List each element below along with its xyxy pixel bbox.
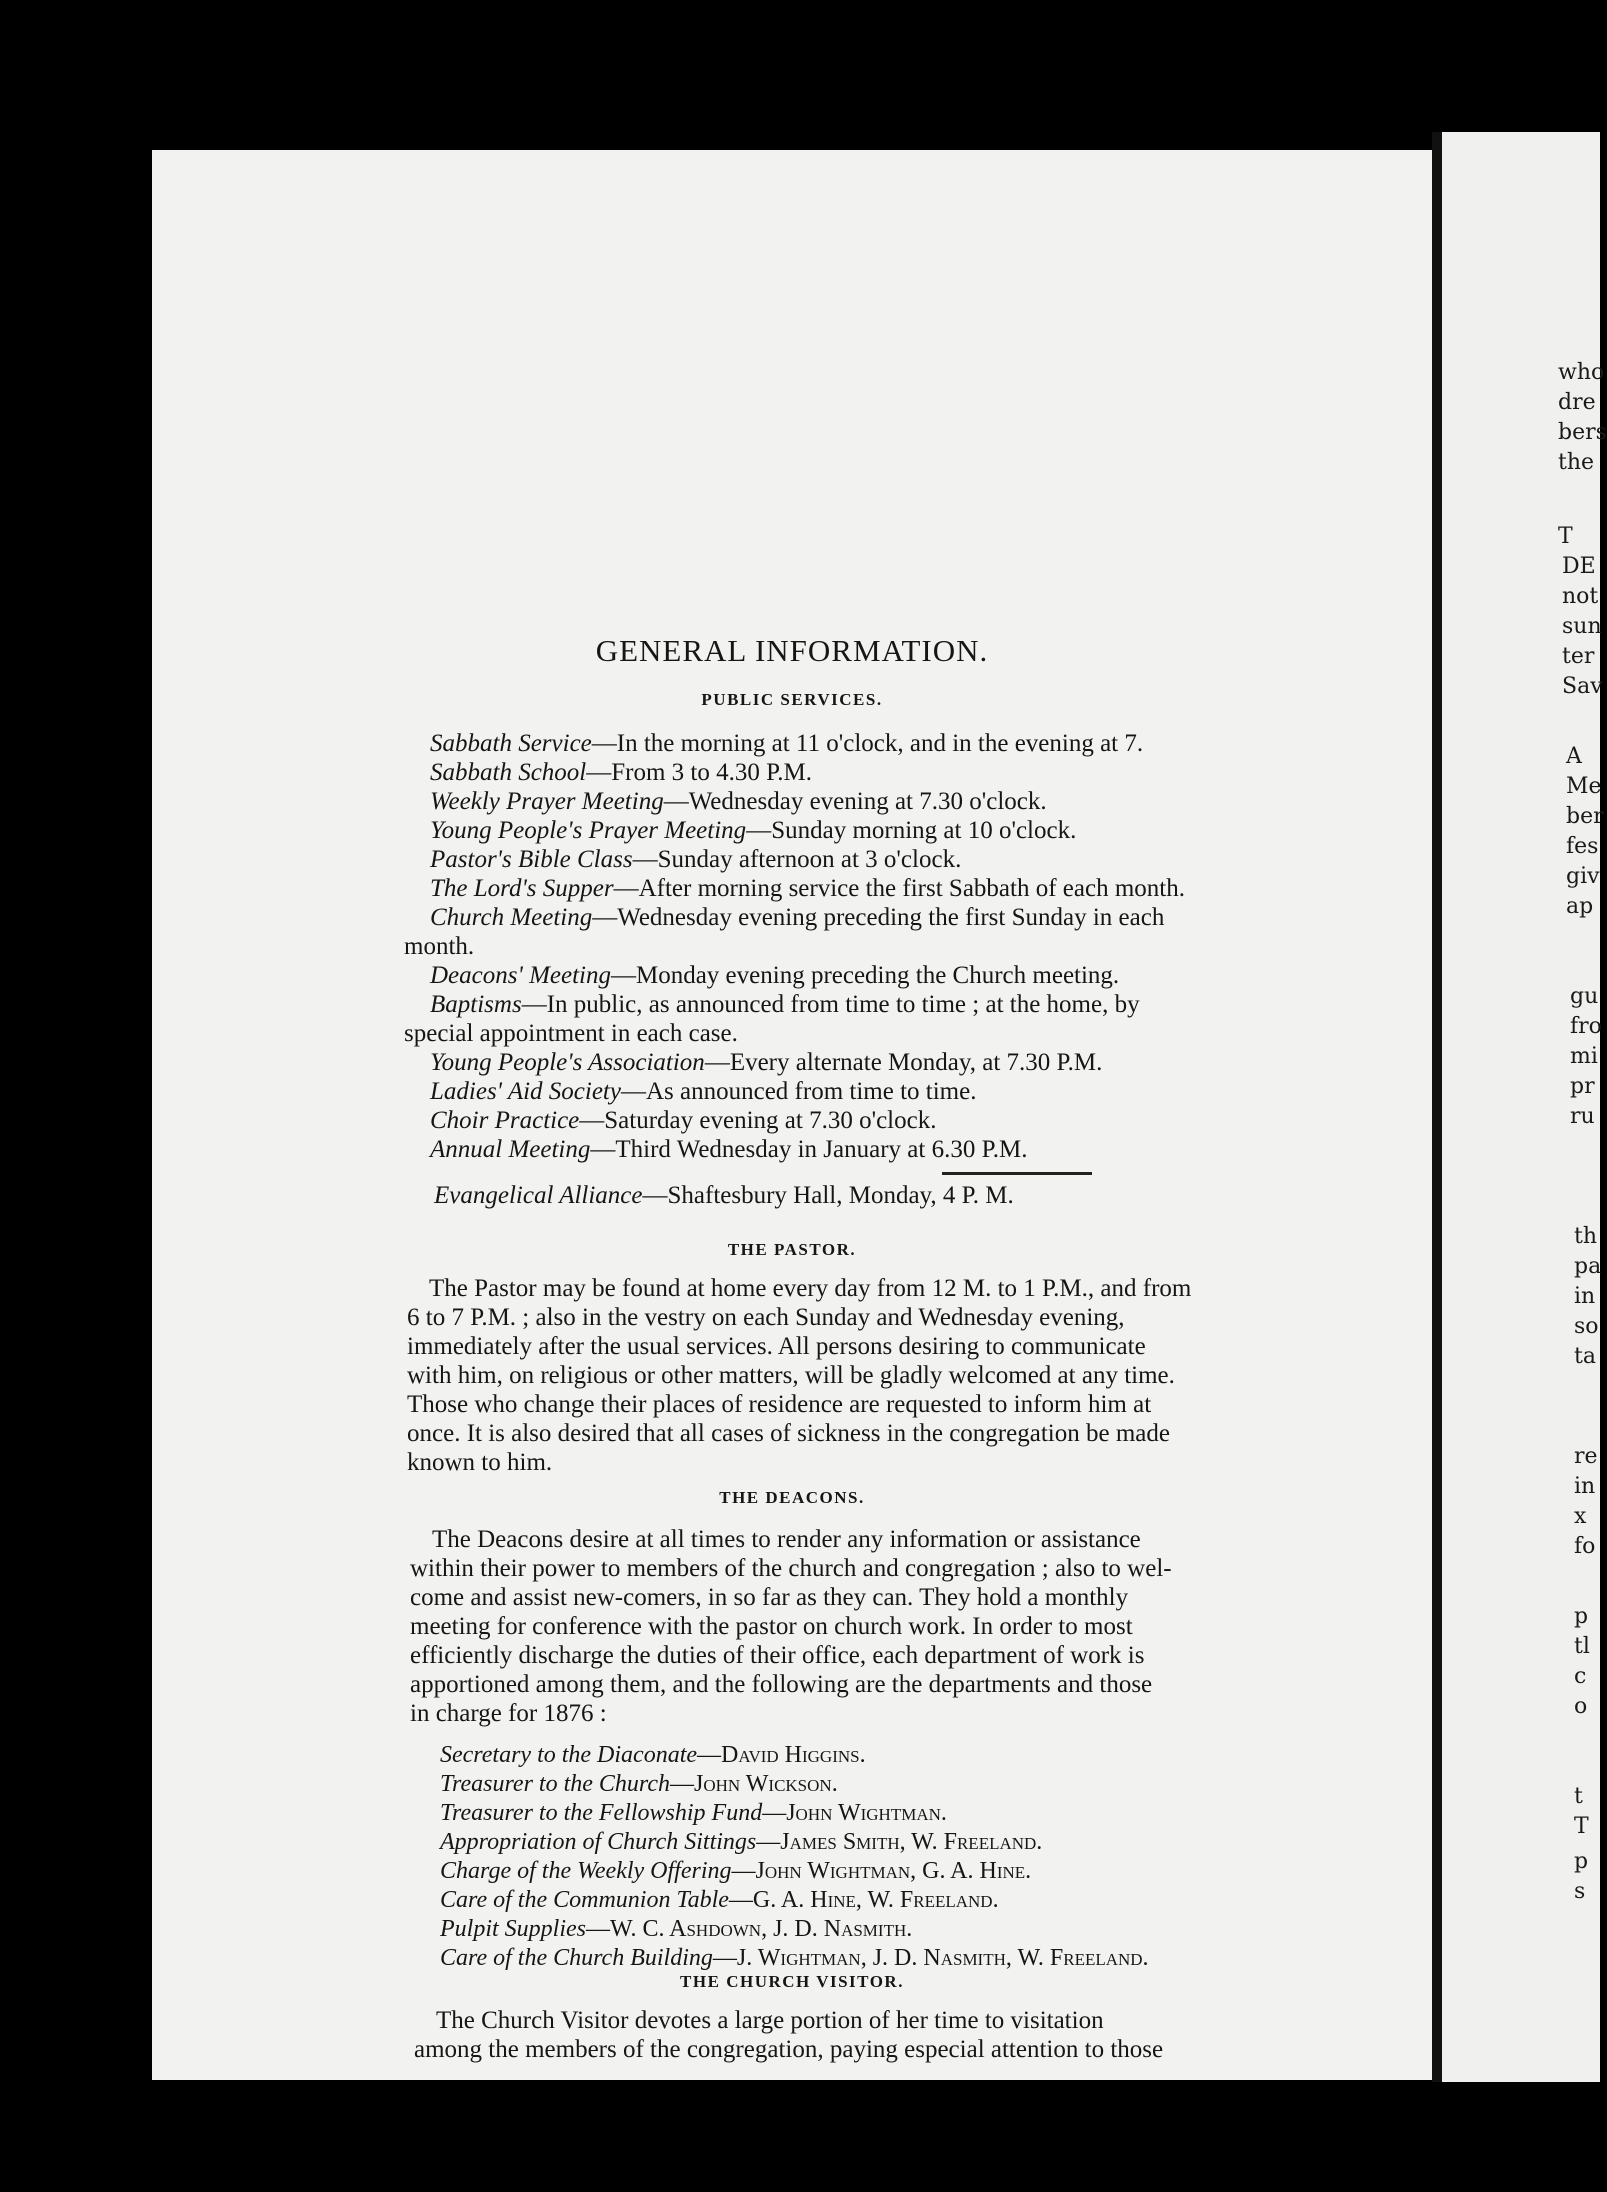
department-label: Pulpit Supplies	[440, 1916, 586, 1942]
paragraph-line: meeting for conference with the pastor on church work. In order to most	[410, 1613, 1133, 1640]
service-line	[430, 875, 1185, 903]
service-text: —After morning service the first Sabbath of each month.	[613, 875, 1185, 902]
right-page-fragment: c	[1574, 1664, 1587, 1689]
service-label: Sabbath Service	[430, 730, 592, 757]
service-label: Baptisms	[430, 991, 522, 1018]
alliance-label: Evangelical Alliance	[434, 1182, 643, 1209]
paragraph-line: once. It is also desired that all cases of sickness in the congregation be made	[407, 1420, 1170, 1447]
service-line	[430, 1107, 936, 1135]
service-label: Ladies' Aid Society	[430, 1078, 621, 1105]
service-text: —Every alternate Monday, at 7.30 P.M.	[704, 1049, 1103, 1076]
department-line	[440, 1771, 838, 1798]
right-page-fragment: bers	[1558, 420, 1607, 445]
service-label: Deacons' Meeting	[430, 962, 611, 989]
service-text: —In the morning at 11 o'clock, and in the evening at 7.	[591, 730, 1144, 757]
service-line	[430, 1078, 976, 1106]
service-label: Annual Meeting	[430, 1136, 591, 1163]
right-page-fragment: tl	[1574, 1634, 1590, 1659]
department-label: Care of the Communion Table	[440, 1887, 729, 1913]
department-holders: —David Higgins.	[697, 1742, 866, 1768]
paragraph-line: come and assist new-comers, in so far as they can. They hold a monthly	[410, 1584, 1129, 1611]
right-page-fragment: in	[1574, 1284, 1596, 1309]
service-label: Weekly Prayer Meeting	[430, 788, 664, 815]
right-page-fragment: mi	[1570, 1044, 1598, 1069]
right-page-fragment: fo	[1574, 1534, 1596, 1559]
right-page-fragment: T	[1558, 524, 1573, 549]
right-page-fragment: pr	[1570, 1074, 1595, 1099]
department-holders: —G. A. Hine, W. Freeland.	[728, 1887, 999, 1913]
department-label: Treasurer to the Church	[440, 1771, 671, 1797]
right-page-fragment: sun	[1562, 614, 1602, 639]
service-label: Young People's Prayer Meeting	[430, 817, 747, 844]
right-page-fragment: in	[1574, 1474, 1596, 1499]
department-holders: —John Wightman.	[762, 1800, 947, 1826]
alliance-line	[434, 1182, 1014, 1210]
service-continuation: month.	[404, 933, 475, 960]
paragraph-line: The Pastor may be found at home every day from 12 M. to 1 P.M., and from	[429, 1275, 1192, 1302]
alliance-text: —Shaftesbury Hall, Monday, 4 P. M.	[642, 1182, 1014, 1209]
paragraph-line: with him, on religious or other matters, will be gladly welcomed at any time.	[407, 1362, 1175, 1389]
department-line	[440, 1916, 912, 1943]
service-text: —Sunday afternoon at 3 o'clock.	[632, 846, 962, 873]
paragraph-line: apportioned among them, and the following are the departments and those	[410, 1671, 1153, 1698]
right-page-fragment: giv	[1566, 864, 1600, 889]
paragraph-line: 6 to 7 P.M. ; also in the vestry on each Sunday and Wednesday evening,	[407, 1304, 1125, 1331]
right-page-fragment: gu	[1570, 984, 1599, 1009]
paragraph-line: within their power to members of the church and congregation ; also to wel-	[410, 1555, 1172, 1582]
department-line	[440, 1858, 1031, 1885]
right-page-fragment: A	[1566, 744, 1582, 769]
service-line	[430, 904, 1164, 932]
right-page-fragment: dre	[1558, 390, 1596, 415]
department-holders: —W. C. Ashdown, J. D. Nasmith.	[586, 1916, 913, 1942]
department-line	[440, 1887, 999, 1914]
service-line	[430, 788, 1047, 816]
service-line	[430, 730, 1143, 758]
service-line	[430, 759, 812, 787]
right-page-fragment: s	[1574, 1879, 1586, 1904]
service-label: Church Meeting	[430, 904, 593, 931]
service-label: The Lord's Supper	[430, 875, 614, 902]
page-title: GENERAL INFORMATION.	[595, 633, 989, 668]
right-page-fragment: ber	[1566, 804, 1604, 829]
service-text: —In public, as announced from time to time ; at the home, by	[521, 991, 1140, 1018]
right-page-fragment: th	[1574, 1224, 1598, 1249]
right-page-fragment: who	[1558, 360, 1605, 385]
service-line	[430, 962, 1119, 990]
left-page	[152, 150, 1432, 2080]
service-text: —Third Wednesday in January at 6.30 P.M.	[590, 1136, 1028, 1163]
right-page-fragment: t	[1574, 1784, 1583, 1809]
department-label: Secretary to the Diaconate	[440, 1742, 698, 1768]
department-line	[440, 1829, 1042, 1856]
right-page-fragment: p	[1574, 1604, 1589, 1629]
paragraph-line: The Church Visitor devotes a large portion of her time to visitation	[436, 2007, 1104, 2034]
department-holders: —John Wightman, G. A. Hine.	[731, 1858, 1032, 1884]
department-label: Care of the Church Building	[440, 1945, 713, 1971]
page-gutter	[1432, 132, 1442, 2082]
right-page-fragment: so	[1574, 1314, 1599, 1339]
right-page-fragment: o	[1574, 1694, 1588, 1719]
service-text: —As announced from time to time.	[620, 1078, 977, 1105]
right-page-fragment: fro	[1570, 1014, 1602, 1039]
department-holders: —James Smith, W. Freeland.	[756, 1829, 1043, 1855]
right-page-fragment: p	[1574, 1849, 1589, 1874]
department-line	[440, 1945, 1149, 1972]
service-label: Pastor's Bible Class	[430, 846, 633, 873]
right-page-fragment: not	[1562, 584, 1599, 609]
department-label: Appropriation of Church Sittings	[440, 1829, 757, 1855]
right-page-fragment: Me	[1566, 774, 1602, 799]
department-holders: —John Wickson.	[670, 1771, 838, 1797]
right-page-fragment: DE	[1562, 554, 1596, 579]
paragraph-line: immediately after the usual services. All persons desiring to communicate	[407, 1333, 1146, 1360]
paragraph-line: The Deacons desire at all times to render any information or assistance	[432, 1526, 1141, 1553]
section-heading-pastor: THE PASTOR.	[727, 1240, 857, 1259]
service-text: —Saturday evening at 7.30 o'clock.	[579, 1107, 937, 1134]
department-line	[440, 1800, 947, 1827]
service-text: —Wednesday evening at 7.30 o'clock.	[663, 788, 1047, 815]
right-page-fragment: re	[1574, 1444, 1598, 1469]
service-line	[430, 817, 1076, 845]
service-line	[430, 1049, 1102, 1077]
divider-rule	[942, 1172, 1092, 1175]
service-line	[430, 991, 1140, 1019]
section-heading-public-services: PUBLIC SERVICES.	[701, 690, 883, 709]
service-text: —Monday evening preceding the Church meeting.	[610, 962, 1120, 989]
paragraph-line: known to him.	[407, 1449, 553, 1476]
right-page-fragment: ta	[1574, 1344, 1596, 1369]
service-continuation: special appointment in each case.	[404, 1020, 738, 1047]
right-page-fragment: pa	[1574, 1254, 1602, 1279]
service-line	[430, 1136, 1027, 1164]
right-page-fragment: fes	[1566, 834, 1599, 859]
service-line	[430, 846, 961, 874]
service-text: —From 3 to 4.30 P.M.	[586, 759, 812, 786]
service-label: Sabbath School	[430, 759, 587, 786]
paragraph-line: efficiently discharge the duties of their office, each department of work is	[410, 1642, 1145, 1669]
section-heading-church-visitor: THE CHURCH VISITOR.	[680, 1972, 904, 1991]
service-text: —Wednesday evening preceding the first Sunday in each	[592, 904, 1165, 931]
paragraph-line: among the members of the congregation, paying especial attention to those	[414, 2036, 1164, 2063]
right-page-fragment: Sav	[1562, 674, 1603, 699]
section-heading-deacons: THE DEACONS.	[719, 1488, 865, 1507]
department-label: Charge of the Weekly Offering	[440, 1858, 732, 1884]
department-holders: —J. Wightman, J. D. Nasmith, W. Freeland.	[712, 1945, 1149, 1971]
right-page-edge	[1442, 132, 1607, 2082]
right-page-fragment: ter	[1562, 644, 1595, 669]
paragraph-line: in charge for 1876 :	[410, 1700, 607, 1727]
department-label: Treasurer to the Fellowship Fund	[440, 1800, 763, 1826]
service-text: —Sunday morning at 10 o'clock.	[746, 817, 1077, 844]
right-page-fragment: ru	[1570, 1104, 1595, 1129]
service-label: Choir Practice	[430, 1107, 580, 1134]
right-page-fragment: the	[1558, 450, 1595, 475]
right-page-fragment: ap	[1566, 894, 1594, 919]
department-line	[440, 1742, 866, 1769]
paragraph-line: Those who change their places of residence are requested to inform him at	[407, 1391, 1152, 1418]
service-label: Young People's Association	[430, 1049, 705, 1076]
right-page-fragment: T	[1574, 1814, 1589, 1839]
right-page-fragment: x	[1574, 1504, 1587, 1529]
